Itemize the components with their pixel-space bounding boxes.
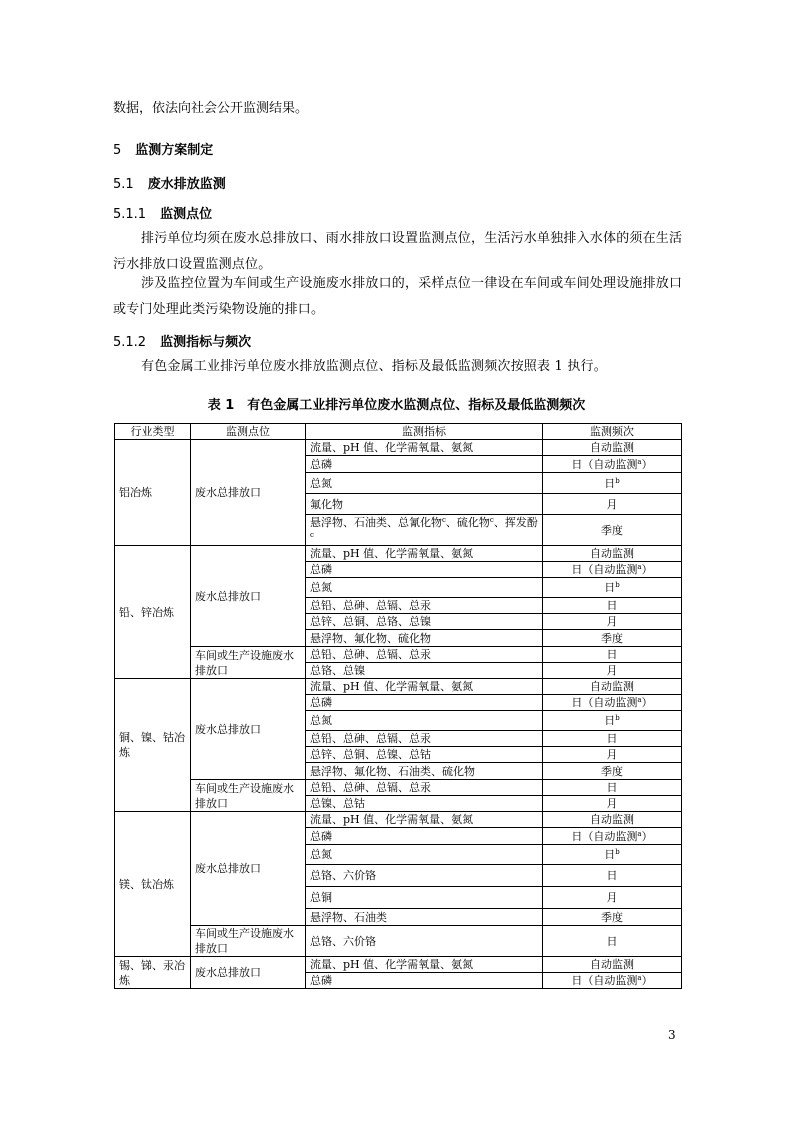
frequency-cell: 日（自动监测$^a$） xyxy=(543,695,682,711)
frequency-cell: 月 xyxy=(543,796,682,812)
table-row xyxy=(115,957,682,973)
indicator-cell: 总铬、总镍 xyxy=(306,663,543,679)
frequency-cell: 日（自动监测$^a$） xyxy=(543,456,682,473)
indicator-cell: 总磷 xyxy=(306,695,543,711)
indicator-cell: 总铜 xyxy=(306,887,543,909)
header-point: 监测点位 xyxy=(191,424,306,440)
indicator-cell: 悬浮物、石油类、总氰化物$^c$、硫化物$^c$、挥发酚$^c$ xyxy=(306,515,543,546)
frequency-cell: 自动监测 xyxy=(543,679,682,695)
table-row xyxy=(115,926,682,957)
frequency-cell: 月 xyxy=(543,663,682,679)
footnote-marker: b xyxy=(615,476,620,485)
indicator-cell: 总磷 xyxy=(306,828,543,845)
industry-cell: 镁、钛冶炼 xyxy=(115,812,191,957)
frequency-cell: 自动监测 xyxy=(543,812,682,828)
frequency-cell: 月 xyxy=(543,887,682,909)
frequency-cell: 日（自动监测$^a$） xyxy=(543,973,682,989)
indicator-cell: 流量、pH 值、化学需氧量、氨氮 xyxy=(306,812,543,828)
section-5-1-2-heading xyxy=(113,331,251,350)
frequency-cell: 月 xyxy=(543,614,682,630)
frequency-cell: 日 xyxy=(543,598,682,614)
indicator-cell: 总磷 xyxy=(306,562,543,578)
frequency-cell: 日$^b$ xyxy=(543,473,682,494)
industry-cell: 铅、锌冶炼 xyxy=(115,546,191,679)
frequency-cell: 日 xyxy=(543,731,682,747)
footnote-marker: c xyxy=(442,516,446,524)
table-row xyxy=(115,812,682,828)
frequency-cell: 日 xyxy=(543,926,682,957)
table-header-row xyxy=(115,424,682,440)
table-row xyxy=(115,440,682,456)
point-cell: 废水总排放口 xyxy=(191,957,306,989)
frequency-cell: 日 xyxy=(543,865,682,887)
point-cell: 车间或生产设施废水排放口 xyxy=(191,647,306,679)
indicator-cell: 总氮 xyxy=(306,473,543,494)
indicator-cell: 总磷 xyxy=(306,456,543,473)
indicator-cell: 总氮 xyxy=(306,711,543,731)
industry-cell: 锡、锑、汞冶炼 xyxy=(115,957,191,989)
frequency-cell: 月 xyxy=(543,747,682,763)
header-indicator: 监测指标 xyxy=(306,424,543,440)
section-title: 废水排放监测 xyxy=(147,177,226,192)
indicator-cell: 总氮 xyxy=(306,578,543,598)
section-number: 5 xyxy=(113,143,122,158)
indicator-cell: 流量、pH 值、化学需氧量、氨氮 xyxy=(306,546,543,562)
table-caption: 表 1 有色金属工业排污单位废水监测点位、指标及最低监测频次 xyxy=(207,398,586,413)
paragraph-3: 有色金属工业排污单位废水排放监测点位、指标及最低监测频次按照表 1 执行。 xyxy=(141,359,607,374)
point-cell: 车间或生产设施废水排放口 xyxy=(191,780,306,812)
frequency-cell: 日（自动监测$^a$） xyxy=(543,828,682,845)
indicator-cell: 总磷 xyxy=(306,973,543,989)
table-body xyxy=(115,440,682,989)
footnote-marker: a xyxy=(637,696,642,704)
indicator-cell: 总氮 xyxy=(306,845,543,865)
frequency-cell: 日（自动监测$^a$） xyxy=(543,562,682,578)
indicator-cell: 总铅、总砷、总镉、总汞 xyxy=(306,598,543,614)
intro-line: 数据，依法向社会公开监测结果。 xyxy=(113,101,309,116)
frequency-cell: 日 xyxy=(543,647,682,663)
indicator-cell: 流量、pH 值、化学需氧量、氨氮 xyxy=(306,957,543,973)
section-5-1-1-heading xyxy=(113,203,212,222)
frequency-cell: 日$^b$ xyxy=(543,711,682,731)
section-number: 5.1.2 xyxy=(113,335,147,350)
point-cell: 废水总排放口 xyxy=(191,812,306,926)
indicator-cell: 流量、pH 值、化学需氧量、氨氮 xyxy=(306,440,543,456)
monitoring-table xyxy=(114,423,682,989)
point-cell: 废水总排放口 xyxy=(191,679,306,780)
industry-cell: 铜、镍、钴冶炼 xyxy=(115,679,191,812)
indicator-cell: 总铅、总砷、总镉、总汞 xyxy=(306,647,543,663)
indicator-cell: 悬浮物、石油类 xyxy=(306,909,543,926)
frequency-cell: 季度 xyxy=(543,515,682,546)
section-number: 5.1 xyxy=(113,177,134,192)
frequency-cell: 自动监测 xyxy=(543,546,682,562)
header-frequency: 监测频次 xyxy=(543,424,682,440)
indicator-cell: 总镍、总钴 xyxy=(306,796,543,812)
header-industry: 行业类型 xyxy=(115,424,191,440)
indicator-cell: 总铬、六价铬 xyxy=(306,865,543,887)
footnote-marker: b xyxy=(615,714,620,722)
footnote-marker: a xyxy=(637,974,642,982)
footnote-marker: a xyxy=(637,563,642,571)
indicator-cell: 总锌、总铜、总铬、总镍 xyxy=(306,614,543,630)
paragraph-1: 排污单位均须在废水总排放口、雨水排放口设置监测点位，生活污水单独排入水体的须在生活污水排放口设置监测点位。 xyxy=(113,231,683,272)
point-cell: 车间或生产设施废水排放口 xyxy=(191,926,306,957)
footnote-marker: c xyxy=(310,531,314,539)
indicator-cell: 总锌、总铜、总镍、总钴 xyxy=(306,747,543,763)
section-number: 5.1.1 xyxy=(113,207,147,222)
table-row xyxy=(115,780,682,796)
indicator-cell: 总铬、六价铬 xyxy=(306,926,543,957)
frequency-cell: 自动监测 xyxy=(543,440,682,456)
frequency-cell: 日$^b$ xyxy=(543,578,682,598)
paragraph-2: 涉及监控位置为车间或生产设施废水排放口的，采样点位一律设在车间或车间处理设施排放口或专门处理此类污染物设施的排口。 xyxy=(113,276,683,317)
indicator-cell: 悬浮物、氟化物、硫化物 xyxy=(306,630,543,647)
footnote-marker: a xyxy=(637,829,642,838)
footnote-marker: c xyxy=(489,516,494,524)
indicator-cell: 氟化物 xyxy=(306,494,543,515)
frequency-cell: 日$^b$ xyxy=(543,845,682,865)
page-number: 3 xyxy=(668,1028,676,1042)
table-row xyxy=(115,679,682,695)
footnote-marker: a xyxy=(637,457,642,466)
table-row xyxy=(115,647,682,663)
footnote-marker: b xyxy=(615,848,620,856)
footnote-marker: b xyxy=(615,581,620,589)
frequency-cell: 季度 xyxy=(543,763,682,780)
section-5-heading xyxy=(113,139,213,158)
industry-cell: 铝冶炼 xyxy=(115,440,191,546)
indicator-cell: 流量、pH 值、化学需氧量、氨氮 xyxy=(306,679,543,695)
point-cell: 废水总排放口 xyxy=(191,440,306,546)
frequency-cell: 自动监测 xyxy=(543,957,682,973)
section-title: 监测点位 xyxy=(160,207,213,222)
frequency-cell: 日 xyxy=(543,780,682,796)
indicator-cell: 总铅、总砷、总镉、总汞 xyxy=(306,780,543,796)
section-title: 监测指标与频次 xyxy=(160,335,252,350)
section-title: 监测方案制定 xyxy=(135,143,214,158)
section-5-1-heading xyxy=(113,173,226,192)
frequency-cell: 季度 xyxy=(543,909,682,926)
indicator-cell: 总铅、总砷、总镉、总汞 xyxy=(306,731,543,747)
indicator-cell: 悬浮物、氟化物、石油类、硫化物 xyxy=(306,763,543,780)
point-cell: 废水总排放口 xyxy=(191,546,306,647)
frequency-cell: 月 xyxy=(543,494,682,515)
frequency-cell: 季度 xyxy=(543,630,682,647)
table-row xyxy=(115,546,682,562)
